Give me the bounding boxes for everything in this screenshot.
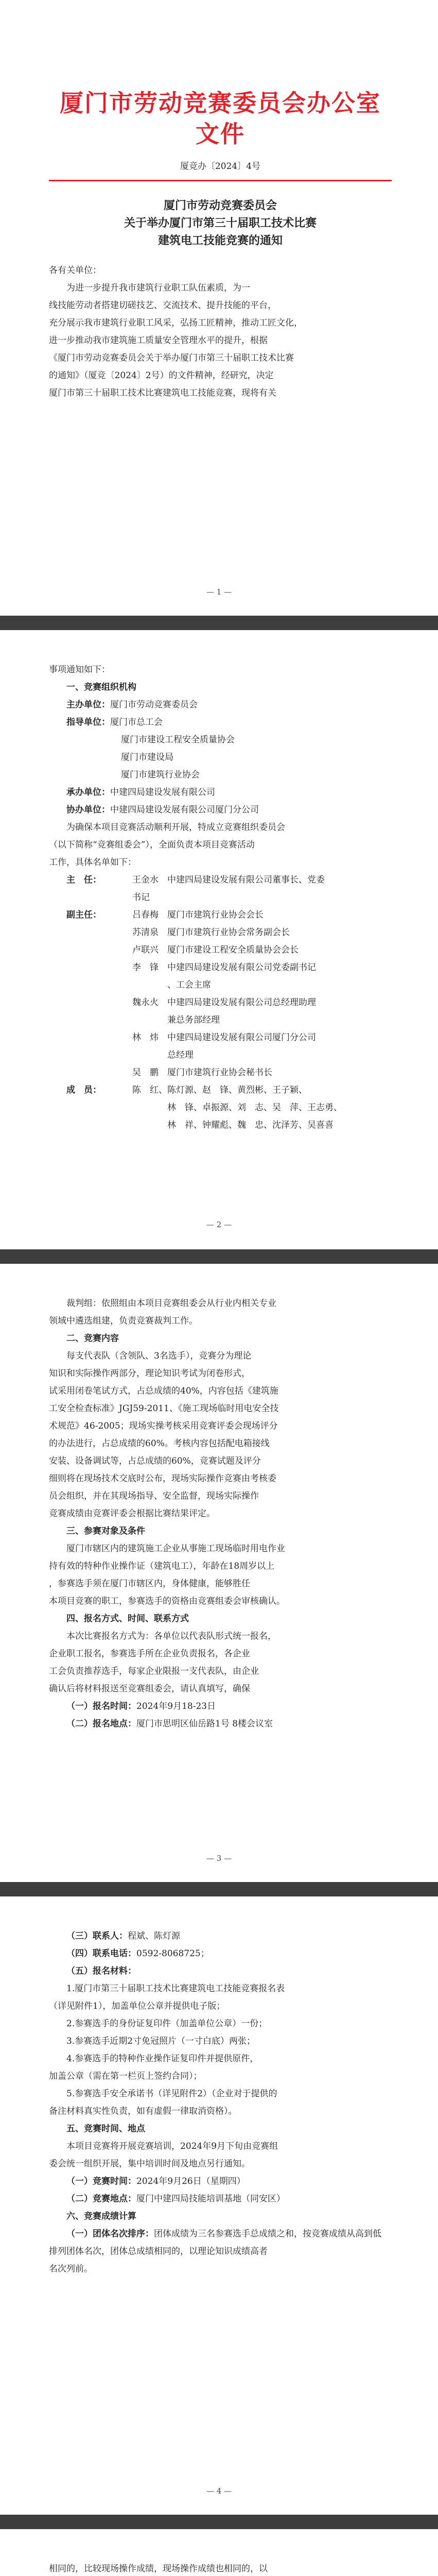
- paragraph-line: 《厦门市劳动竞赛委员会关于举办厦门市第三十届职工技术比赛: [49, 353, 294, 363]
- org-label: 指导单位：: [66, 717, 110, 727]
- registration-time: 2024年9月18-23日: [136, 1701, 216, 1711]
- page-1: [0, 0, 438, 616]
- paragraph-line: 竞赛成绩由竞赛评委会根据比赛结果评定。: [49, 1509, 215, 1519]
- committee-member: 林 祥、钟耀彪、魏 忠、沈泽芳、吴喜喜: [132, 1120, 334, 1130]
- notice-title-line-3: 建筑电工技能竞赛的通知: [157, 234, 283, 247]
- paragraph-line: 厦门市第三十届职工技术比赛建筑电工技能竞赛，现将有关: [49, 388, 276, 398]
- committee-role: 副主任：: [66, 910, 101, 920]
- list-item: 2.参赛选手的身份证复印件（加盖单位公章）一份；: [66, 2019, 268, 2029]
- org-value: 厦门市建设局: [121, 752, 173, 762]
- competition-place: 厦门中建四局技能培训基地（同安区）: [136, 2194, 285, 2204]
- page-4: [0, 1896, 438, 2515]
- committee-member: 吴 鹏 厦门市建筑行业协会秘书长: [132, 1067, 272, 1078]
- paragraph-line: 安装、设备调试等，占总成绩的60%，竞赛试题及评分: [49, 1456, 261, 1466]
- page-5: [0, 2529, 438, 2576]
- list-item: 3.参赛选手近期2寸免冠照片（一寸白底）两张；: [66, 2036, 256, 2046]
- paragraph-line: 细则将在现场技术交底时公布，现场实际操作竞赛由考核委: [49, 1473, 276, 1484]
- field-label: （四）联系电话：: [66, 1948, 136, 1959]
- committee-role: 成 员：: [66, 1085, 101, 1095]
- paragraph-line: 确认后将材料报送至竞赛组委会，请认真填写，确保: [49, 1684, 250, 1694]
- section-heading: 五、竞赛时间、地点: [66, 2124, 145, 2134]
- committee-member: 兼总务部经理: [132, 1015, 220, 1025]
- org-value: 厦门市建设工程安全质量协会: [121, 735, 235, 745]
- paragraph-line: 试采用闭卷笔试方式，占总成绩的40%，内容包括《建筑施: [49, 1386, 278, 1396]
- paragraph-line: 员会组织，并在其现场指导、安全监督，现场实际操作: [49, 1491, 259, 1501]
- notice-title-line-1: 厦门市劳动竞赛委员会: [163, 199, 277, 212]
- paragraph-line: （以下简称“竞赛组委会”），全面负责本项目竞赛活动: [49, 840, 255, 850]
- paragraph-line: 名次列前。: [49, 2264, 93, 2274]
- page-number: — 3 —: [206, 1854, 232, 1863]
- page-gap: [0, 616, 438, 630]
- field-label: （一）竞赛时间：: [66, 2176, 136, 2187]
- org-label: 承办单位：: [66, 787, 110, 798]
- paragraph-line: 事项通知如下：: [49, 665, 110, 675]
- page-gap: [0, 1882, 438, 1896]
- paragraph-line: 本项目竞赛的职工，参赛选手的资格由竞赛组委会审核确认。: [49, 1596, 285, 1606]
- org-value: 厦门市建筑行业协会: [121, 770, 200, 780]
- paragraph-line: 的办法进行，占总成绩的60%。考核内容包括配电箱接线: [49, 1438, 270, 1449]
- org-value: 中建四局建设发展有限公司: [110, 787, 215, 798]
- committee-member: 苏清泉 厦门市建筑行业协会常务副会长: [132, 927, 290, 938]
- committee-list: [49, 871, 392, 1134]
- org-value: 中建四局建设发展有限公司厦门分公司: [110, 805, 259, 815]
- paragraph-line: 线技能劳动者搭建切磋技艺、交流技术、提升技能的平台，: [49, 300, 276, 311]
- paragraph-line: 为进一步提升我市建筑行业职工队伍素质，为一: [66, 283, 250, 293]
- paragraph-line: 企业职工报名，参赛选手所在企业负责报名，各企业: [49, 1649, 250, 1659]
- paragraph-line: 工作，具体名单如下：: [49, 857, 136, 868]
- section-heading: 六、竞赛成绩计算: [66, 2211, 136, 2222]
- page-number: — 1 —: [206, 587, 232, 597]
- paragraph-line: 厦门市辖区内的建筑施工企业从事施工现场临时用电作业: [66, 1544, 285, 1554]
- committee-member: 陈 红、陈灯源、赵 锋、黄烈彬、王子颖、: [132, 1085, 307, 1095]
- paragraph-line: 裁判组：依照组由本项目竞赛组委会从行业内相关专业: [66, 1298, 276, 1309]
- section-heading: 四、报名方式、时间、联系方式: [66, 1614, 189, 1624]
- contact-phone: 0592-8068725；: [136, 1948, 209, 1959]
- page-gap: [0, 1249, 438, 1264]
- paragraph-line: 术规范》46-2005；现场实操考核采用竞赛评委会现场评分: [49, 1421, 278, 1431]
- paragraph-line: ，参赛选手须在厦门市辖区内，身体健康，能够胜任: [49, 1579, 250, 1589]
- paragraph-line: 相同的，比较现场操作成绩，现场操作成绩也相同的，以: [49, 2564, 268, 2574]
- committee-member: 总经理: [132, 1050, 194, 1060]
- committee-member: 、工会主席: [132, 980, 211, 990]
- committee-member: 魏永火 中建四局建设发展有限公司总经理助理: [132, 997, 316, 1008]
- paragraph-line: 工安全检查标准》JGJ59-2011、《施工现场临时用电安全技: [49, 1403, 279, 1414]
- header-red-rule: [49, 180, 392, 181]
- paragraph-line: 本次比赛报名方式为：各单位以代表队形式统一报名，: [66, 1631, 276, 1641]
- document-number: 厦竞办〔2024〕4号: [180, 161, 261, 172]
- page-3: [0, 1264, 438, 1882]
- field-label: （二）竞赛地点：: [66, 2194, 136, 2204]
- committee-member: 林 炜 中建四局建设发展有限公司厦门分公司: [132, 1032, 316, 1043]
- org-label: 主办单位：: [66, 700, 110, 710]
- list-item: 备注材料真实性负责，如有虚假一律取消资格）。: [49, 2106, 237, 2116]
- paragraph-line: 的通知》（厦竞〔2024〕2号）的文件精神，经研究，决定: [49, 370, 274, 381]
- paragraph-line: 进一步推动我市建筑施工质量安全管理水平的提升，根据: [49, 335, 268, 346]
- field-label: （二）报名地点：: [66, 1719, 136, 1729]
- field-label: （一）报名时间：: [66, 1701, 136, 1711]
- competition-time: 2024年9月26日（星期四）: [136, 2176, 246, 2187]
- committee-member: 卢联兴 厦门市建设工程安全质量协会会长: [132, 945, 299, 955]
- paragraph-line: 持有效的特种作业操作证（建筑电工），年龄在18周岁以上: [49, 1561, 275, 1571]
- paragraph-line: 排列团体名次，团体总成绩相同的，以理论知识成绩高者: [49, 2246, 268, 2257]
- list-item: 加盖公章（需在第一栏页上签约合同）；: [49, 2071, 202, 2081]
- list-item: 4.参赛选手的特种作业操作证复印件并提供原件，: [66, 2054, 259, 2064]
- section-heading: 一、竞赛组织机构: [66, 682, 136, 692]
- list-item: 5.参赛选手安全承诺书（详见附件2）（企业对于提供的: [66, 2089, 277, 2099]
- paragraph-line: 知识和实际操作两部分，理论知识考试为闭卷形式，: [49, 1368, 250, 1379]
- notice-title-line-2: 关于举办厦门市第三十届职工技术比赛: [124, 216, 317, 230]
- committee-member: 吕春梅 厦门市建筑行业协会会长: [132, 910, 264, 920]
- paragraph-line: 本项目竞赛将开展竞赛培训，2024年9月下旬由竞赛组: [66, 2141, 278, 2151]
- document-header-title: 厦门市劳动竞赛委员会办公室文件: [60, 89, 381, 148]
- paragraph-line: 每支代表队（含领队、3名选手），竞赛分为理论: [66, 1351, 252, 1361]
- committee-member: 李 锋 中建四局建设发展有限公司党委副书记: [132, 962, 316, 973]
- page-2: [0, 630, 438, 1249]
- paragraph-line: 委会统一组织开展，集中培训时间及地点另行通知。: [49, 2159, 250, 2169]
- contact-person: 程斌、陈灯源: [128, 1931, 180, 1941]
- committee-role: 主 任：: [66, 875, 101, 885]
- committee-member: 书记: [132, 892, 150, 903]
- page-number: — 2 —: [206, 1220, 232, 1229]
- field-label: （三）联系人：: [66, 1931, 128, 1941]
- paragraph-line: 工会负责推荐选手，每家企业限报一支代表队，由企业: [49, 1666, 259, 1676]
- page-gap: [0, 2515, 438, 2529]
- paragraph-line: 充分展示我市建筑行业职工风采，弘扬工匠精神，推动工匠文化，: [49, 318, 303, 328]
- committee-member: 王金水 中建四局建设发展有限公司董事长、党委: [132, 875, 325, 885]
- paragraph-line: 为确保本项目竞赛活动顺利开展，特成立竞赛组织委员会: [66, 822, 285, 833]
- salutation: 各有关单位：: [49, 265, 101, 276]
- committee-member: 林 锋、卓振源、刘 志、吴 萍、王志勇、: [132, 1103, 342, 1113]
- field-label: （五）报名材料：: [66, 1966, 136, 1976]
- list-item: 1.厦门市第三十届职工技术比赛建筑电工技能竞赛报名表: [66, 1984, 285, 1994]
- org-label: 协办单位：: [66, 805, 110, 815]
- registration-place: 厦门市思明区仙岳路1号 8楼会议室: [136, 1719, 273, 1729]
- section-heading: 三、参赛对象及条件: [66, 1526, 145, 1536]
- org-value: 厦门市总工会: [110, 717, 163, 727]
- list-item: （详见附件1），加盖单位公章并提供电子版；: [49, 2001, 225, 2011]
- section-heading: 二、竞赛内容: [66, 1333, 119, 1344]
- page-number: — 4 —: [206, 2486, 232, 2496]
- org-value: 厦门市劳动竞赛委员会: [110, 700, 198, 710]
- paragraph-line: 团体成绩为三名参赛选手总成绩之和，按竞赛成绩从高到低: [154, 2229, 381, 2239]
- field-label: （一）团体名次排序：: [66, 2229, 154, 2239]
- paragraph-line: 领域中遴选组建，负责竞赛裁判工作。: [49, 1316, 198, 1326]
